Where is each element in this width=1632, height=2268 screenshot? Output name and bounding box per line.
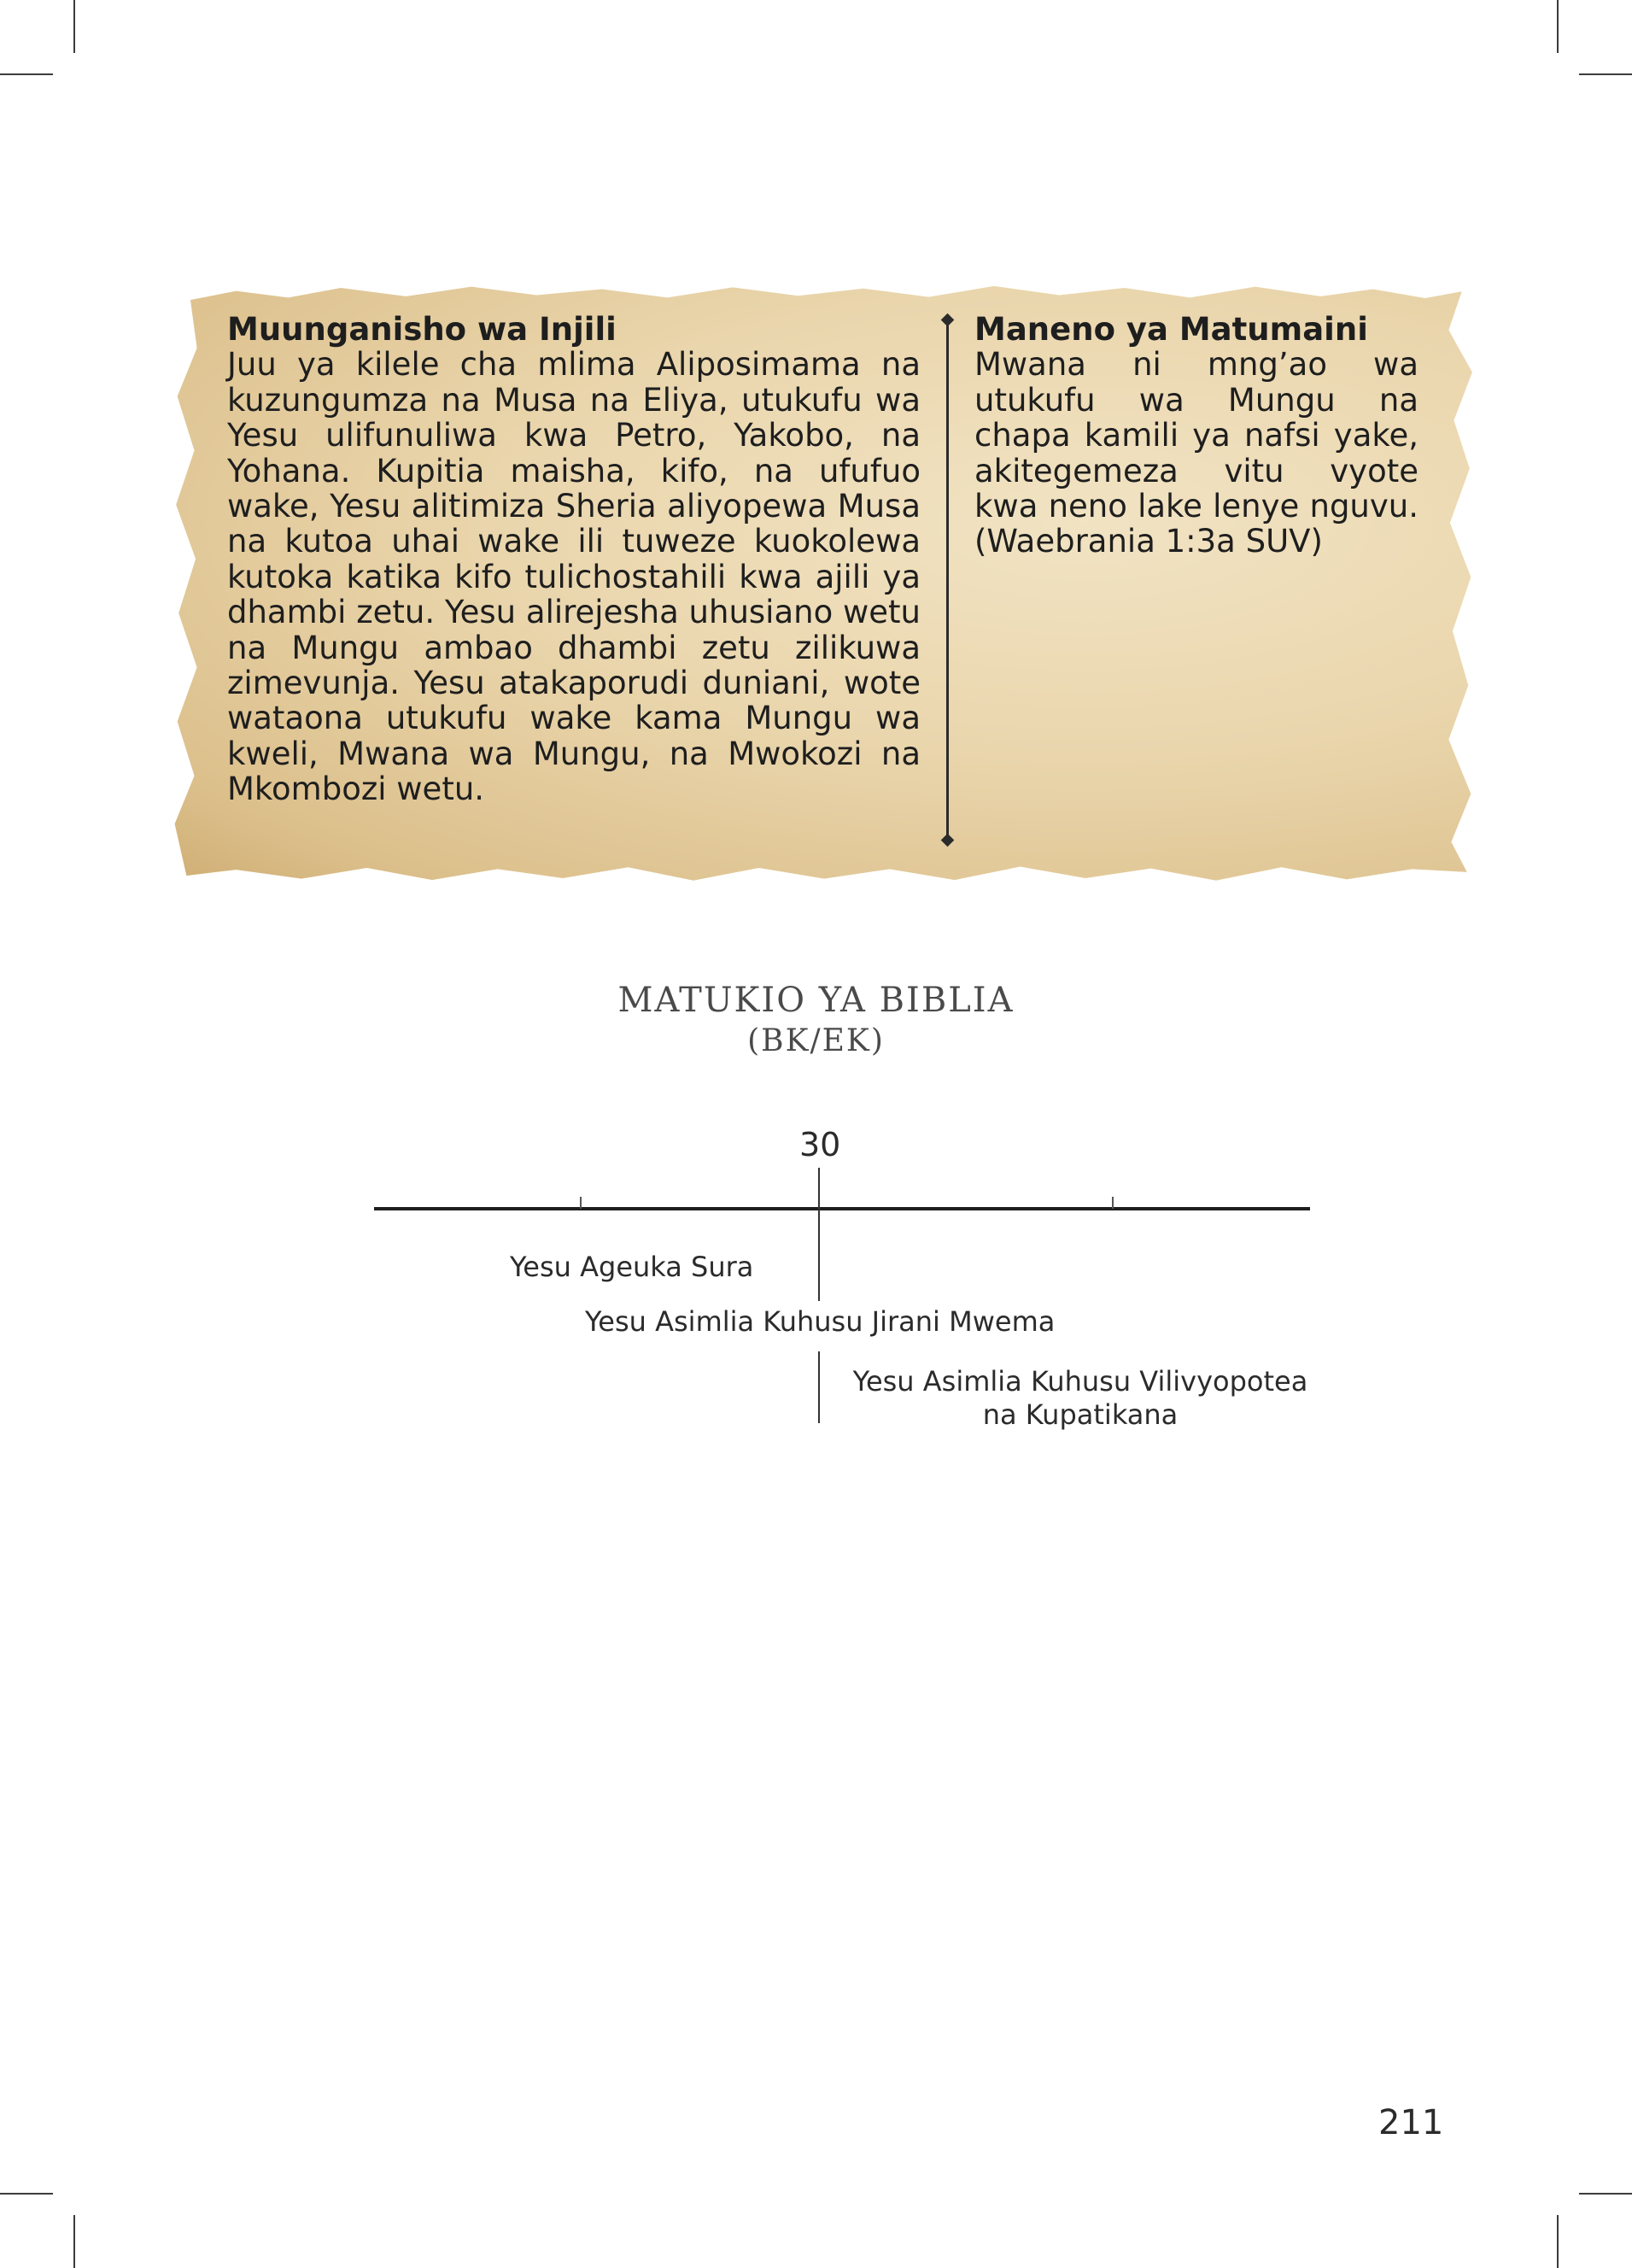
timeline-event: Yesu Ageuka Sura xyxy=(510,1251,754,1283)
crop-mark xyxy=(73,0,75,53)
crop-mark xyxy=(1579,73,1632,75)
gospel-connection-section xyxy=(227,312,921,807)
crop-mark xyxy=(1557,2215,1559,2268)
timeline-subtitle: (BK/EK) xyxy=(747,1023,885,1058)
page-number: 211 xyxy=(1378,2103,1444,2142)
words-of-hope-section xyxy=(974,312,1418,560)
timeline-event-line: Yesu Asimlia Kuhusu Vilivyopotea xyxy=(852,1365,1308,1398)
column-divider xyxy=(946,323,949,840)
timeline-year-label: 30 xyxy=(799,1126,841,1163)
gospel-connection-body: Juu ya kilele cha mlima Aliposimama na kuzungumza na Musa na Eliya, utukufu wa Yesu ulifunuliwa kwa Petro, Yakobo, na Yohana. Kupitia maisha, kifo, na ufufuo wake, Yesu alitimiza Sheria aliyopewa Musa na kutoa uhai wake ili tuweze kuokolewa kutoka katika kifo tulichostahili kwa ajili ya dhambi zetu. Yesu alirejesha uhusiano wetu na Mungu ambao dhambi zetu zilikuwa zimevunja. Yesu atakaporudi duniani, wote wataona utukufu wake kama Mungu wa kweli, Mwana wa Mungu, na Mwokozi na Mkombozi wetu. xyxy=(227,346,921,808)
timeline-event: Yesu Asimlia Kuhusu Jirani Mwema xyxy=(585,1305,1056,1338)
timeline-event-line: na Kupatikana xyxy=(982,1398,1179,1431)
timeline-event xyxy=(845,1365,1315,1431)
timeline-axis xyxy=(374,1207,1310,1210)
timeline-tick xyxy=(1112,1197,1114,1209)
words-of-hope-body: Mwana ni mng’ao wa utukufu wa Mungu na chapa kamili ya nafsi yake, akitegemeza vitu vyote kwa neno lake lenye nguvu. (Waebrania 1:3a SUV) xyxy=(974,346,1418,560)
timeline-event-marker xyxy=(818,1351,820,1423)
timeline-year-marker xyxy=(818,1168,820,1301)
words-of-hope-heading: Maneno ya Matumaini xyxy=(974,311,1368,348)
crop-mark xyxy=(0,73,53,75)
crop-mark xyxy=(1579,2193,1632,2195)
timeline-title: MATUKIO YA BIBLIA xyxy=(617,981,1015,1020)
crop-mark xyxy=(1557,0,1559,53)
timeline-tick xyxy=(580,1197,582,1209)
crop-mark xyxy=(73,2215,75,2268)
crop-mark xyxy=(0,2193,53,2195)
gospel-connection-heading: Muunganisho wa Injili xyxy=(227,311,617,348)
